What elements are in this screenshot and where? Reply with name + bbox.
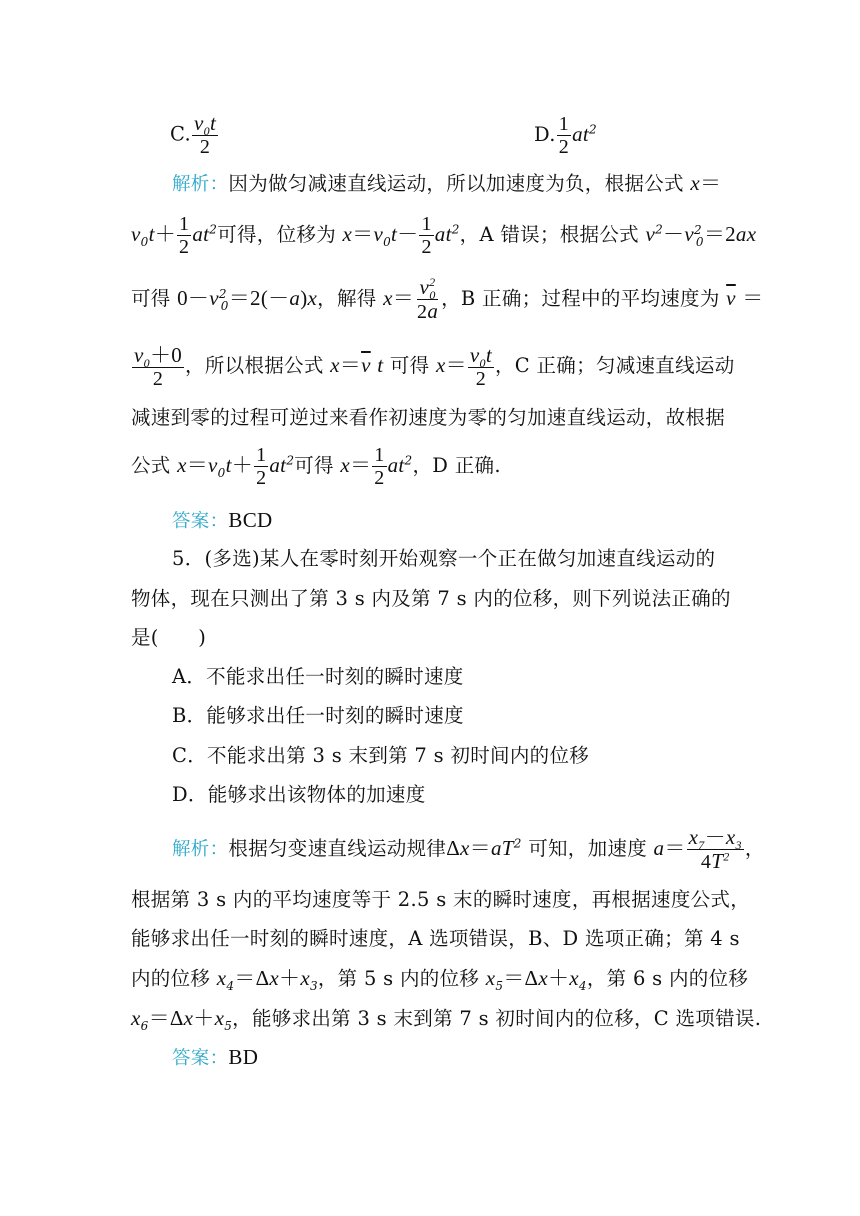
q5-analysis-line-5: $x_6=\Delta x+x_5$，能够求出第 3 s 末到第 7 s 初时间内的位移，C 选项错误. bbox=[131, 1006, 762, 1033]
answer-label: 答案： bbox=[172, 511, 229, 532]
q5-option-a: A．不能求出任一时刻的瞬时速度 bbox=[172, 665, 464, 688]
q4-analysis-line-6: 公式 $x=v_0t+$ $\frac{1}{2}$ $at^2$可得 x＝ $\frac{1}{2}$ $at^2$，D 正确. bbox=[131, 444, 501, 489]
analysis-label: 解析： bbox=[172, 174, 229, 195]
q5-analysis-line-1: 解析：根据匀变速直线运动规律$\Delta x=aT^2$ 可知，加速度 a＝ $\frac{x_7-x_3}{4T^2}$ ， bbox=[172, 825, 765, 873]
q4-analysis-line-3: 可得 $0-v^2_0=2(-a)x$，解得 x＝ $\frac{v^2_0}{2a}$ ，B 正确；过程中的平均速度为 $\overline{v}$ ＝ bbox=[131, 275, 764, 323]
q4-text-3a: 可得 bbox=[131, 287, 171, 310]
option-c-label: C. bbox=[170, 122, 192, 146]
q5-text-1a: 根据匀变速直线运动规律 bbox=[228, 837, 447, 860]
q4-text-6b: 可得 bbox=[294, 454, 334, 477]
q5-text-5b: ，能够求出第 3 s 末到第 7 s 初时间内的位移，C 选项错误. bbox=[232, 1007, 762, 1030]
q4-text-3b: ，解得 bbox=[317, 287, 377, 310]
analysis-label-2: 解析： bbox=[172, 839, 229, 860]
q5-text-4b: ，第 5 s 内的位移 bbox=[317, 967, 480, 990]
q5-analysis-line-4: 内的位移 $x_4=\Delta x+x_3$，第 5 s 内的位移 $x_5=\Delta x+x_4$，第 6 s 内的位移 bbox=[131, 966, 749, 993]
q5-analysis-line-2: 根据第 3 s 内的平均速度等于 2.5 s 末的瞬时速度，再根据速度公式， bbox=[131, 888, 751, 911]
q5-stem-3: 是( ) bbox=[131, 626, 207, 649]
q5-text-4c: ，第 6 s 内的位移 bbox=[586, 967, 749, 990]
answer-label-2: 答案： bbox=[172, 1048, 229, 1069]
q4-text-5: 减速到零的过程可逆过来看作初速度为零的匀加速直线运动，故根据 bbox=[131, 406, 726, 429]
formula-v0t-over-2: $\frac{v_0t}{2}$ bbox=[194, 111, 217, 158]
q5-stem-2: 物体，现在只测出了第 3 s 内及第 7 s 内的位移，则下列说法正确的 bbox=[131, 587, 731, 610]
q4-answer-value: BCD bbox=[228, 508, 273, 532]
q4-text-2a: 可得，位移为 bbox=[217, 223, 337, 246]
option-d-label: D. bbox=[534, 123, 556, 146]
q4-text-6a: 公式 bbox=[131, 454, 171, 477]
q5-analysis-line-3: 能够求出任一时刻的瞬时速度，A 选项错误，B、D 选项正确；第 4 s bbox=[131, 927, 740, 950]
q4-text-6c: ，D 正确. bbox=[412, 454, 501, 477]
q5-text-1b: 可知，加速度 bbox=[528, 837, 647, 860]
q4-answer bbox=[172, 505, 770, 537]
q5-answer-value: BD bbox=[228, 1045, 259, 1069]
q4-text-4b: 可得 bbox=[389, 354, 430, 377]
q4-analysis-line-5 bbox=[131, 403, 729, 433]
q4-text-1: 因为做匀减速直线运动，所以加速度为负，根据公式 bbox=[228, 172, 684, 195]
q4-text-2b: ，A 错误；根据公式 bbox=[459, 223, 639, 246]
q4-analysis-line-1: 解析：因为做匀减速直线运动，所以加速度为负，根据公式 x＝ bbox=[172, 171, 722, 195]
q5-text-4a: 内的位移 bbox=[131, 967, 211, 990]
option-d: D. $\frac{1}{2}$ $at^2$ bbox=[534, 113, 597, 158]
q5-option-b: B．能够求出任一时刻的瞬时速度 bbox=[172, 704, 464, 727]
q4-analysis-line-2: $v_0t+$ $\frac{1}{2}$ $at^2$可得，位移为 $x=v_0t-$ $\frac{1}{2}$ $at^2$，A 错误；根据公式 $v^2-v^2_0=2ax$ bbox=[131, 213, 757, 258]
q5-stem-1: 5．(多选)某人在零时刻开始观察一个正在做匀加速直线运动的 bbox=[172, 547, 716, 570]
q5-answer bbox=[172, 1042, 770, 1074]
q5-option-c: C．不能求出第 3 s 末到第 7 s 初时间内的位移 bbox=[172, 744, 590, 767]
q4-text-4c: ，C 正确；匀减速直线运动 bbox=[494, 354, 735, 377]
q4-analysis-line-4: $\frac{v_0+0}{2}$ ，所以根据公式 $x=\overline{v}$ t 可得 x＝ $\frac{v_0t}{2}$ ，C 正确；匀减速直线运动 bbox=[134, 342, 735, 390]
formula-half: $\frac{1}{2}$ bbox=[558, 113, 570, 158]
q4-text-3c: ，B 正确；过程中的平均速度为 bbox=[441, 287, 720, 310]
q4-text-4a: ，所以根据公式 bbox=[185, 354, 324, 377]
q5-option-d: D．能够求出该物体的加速度 bbox=[172, 783, 426, 806]
